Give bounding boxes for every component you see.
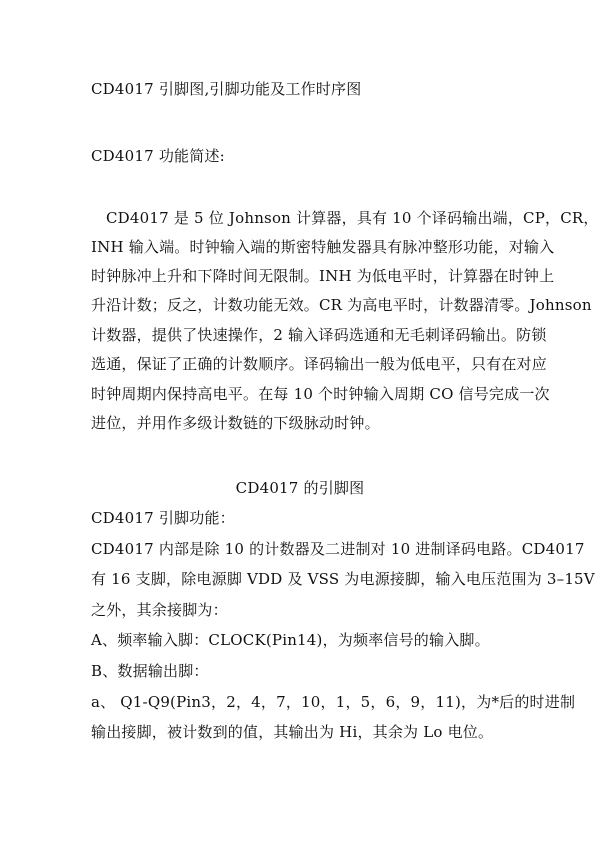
section-heading-pins: CD4017 引脚功能： [91,509,235,527]
pinout-caption: CD4017 的引脚图 [235,479,365,497]
paragraph-line: 计数器，提供了快速操作，2 输入译码选通和无毛刺译码输出。防锁 [91,326,547,344]
paragraph-line: 有 16 支脚，除电源脚 VDD 及 VSS 为电源接脚，输入电压范围为 3–15V [91,570,595,588]
doc-title: CD4017 引脚图,引脚功能及工作时序图 [91,80,362,98]
paragraph-line: a、 Q1-Q9(Pin3，2，4，7，10，1，5，6，9，11)，为*后的时进制 [91,693,576,711]
paragraph-line: CD4017 是 5 位 Johnson 计算器，具有 10 个译码输出端，CP，CR， [106,209,599,227]
paragraph-line: 时钟周期内保持高电平。在每 10 个时钟输入周期 CO 信号完成一次 [91,385,550,403]
paragraph-line: 进位，并用作多级计数链的下级脉动时钟。 [91,414,380,432]
paragraph-line: 选通，保证了正确的计数顺序。译码输出一般为低电平，只有在对应 [91,355,548,373]
list-item-a: A、频率输入脚：CLOCK(Pin14)，为频率信号的输入脚。 [91,631,490,649]
paragraph-line: 升沿计数；反之，计数功能无效。CR 为高电平时，计数器清零。Johnson [91,296,592,314]
paragraph-line: 输出接脚，被计数到的值，其输出为 Hi，其余为 Lo 电位。 [91,723,494,741]
list-item-b: B、数据输出脚： [91,662,209,680]
paragraph-line: 之外，其余接脚为： [91,601,228,619]
paragraph-line: INH 输入端。时钟输入端的斯密特触发器具有脉冲整形功能，对输入 [91,238,555,256]
section-heading-overview: CD4017 功能简述: [91,147,225,165]
paragraph-line: CD4017 内部是除 10 的计数器及二进制对 10 进制译码电路。CD4017 [91,540,585,558]
paragraph-line: 时钟脉冲上升和下降时间无限制。INH 为低电平时，计算器在时钟上 [91,267,555,285]
